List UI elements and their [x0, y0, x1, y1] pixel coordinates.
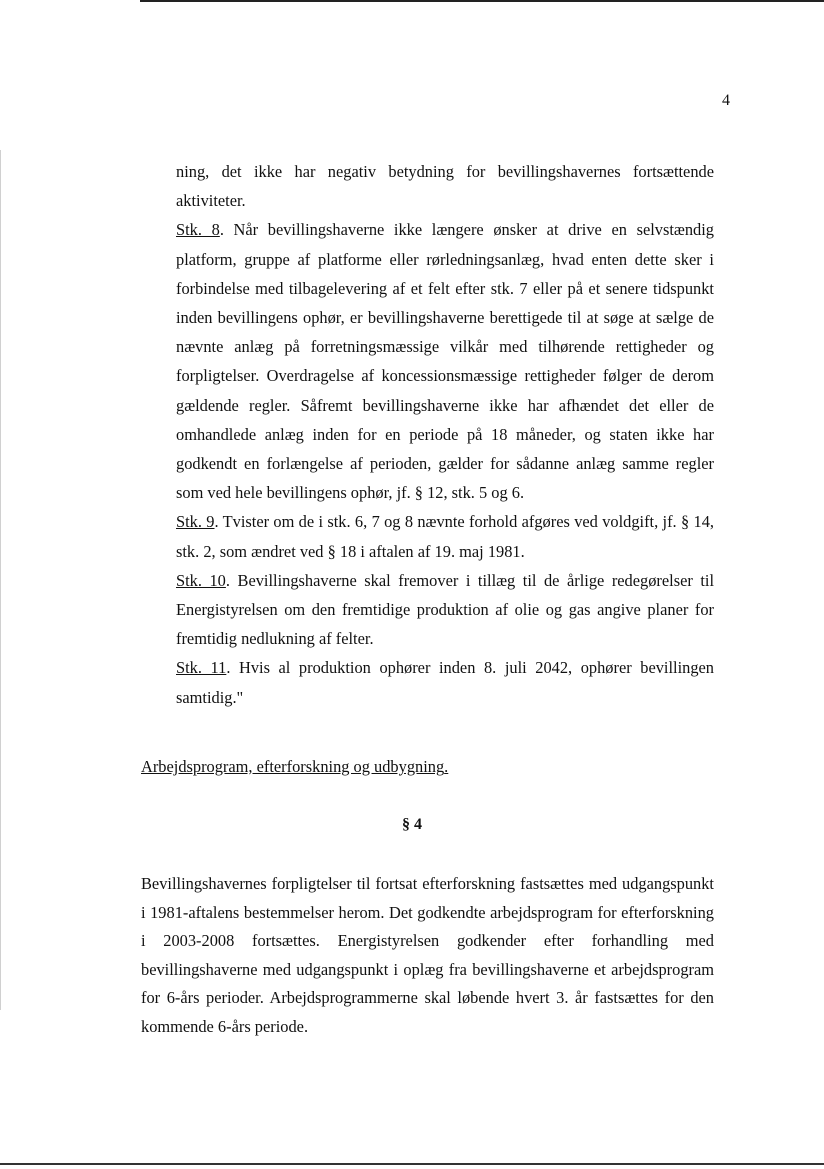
bottom-scan-edge — [0, 1163, 824, 1165]
stk-8-paragraph — [176, 215, 714, 507]
stk-9-label: Stk. 9 — [176, 512, 215, 532]
stk-11-label: Stk. 11 — [176, 658, 227, 678]
stk-10-paragraph — [176, 566, 714, 654]
stk-8-label: Stk. 8 — [176, 220, 220, 240]
stk-11-paragraph — [176, 653, 714, 711]
page-number: 4 — [722, 92, 730, 109]
stk-8-text: . Når bevillingshaverne ikke længere ønsker at drive en selvstændig platform, gruppe af platforme eller rørledningsanlæg, hvad enten dette sker i forbindelse med tilbagelevering af et felt efter stk. 7 eller på et senere tidspunkt inden bevillingens ophør, er bevillingshaverne berettigede til at søge at sælge de nævnte anlæg på forretningsmæssige vilkår med tilhørende rettigheder og forpligtelser. Overdragelse af koncessionsmæssige rettigheder følger de derom gældende regler. Såfremt bevillingshaverne ikke har afhændet det eller de omhandlede anlæg inden for en periode på 18 måneder, og staten ikke har godkendt en forlængelse af perioden, gælder for sådanne anlæg samme regler som ved hele bevillingens ophør, jf. § 12, stk. 5 og 6. — [176, 220, 714, 503]
section-heading-text: Arbejdsprogram, efterforskning og udbygning — [141, 757, 445, 776]
stk-10-text: . Bevillingshaverne skal fremover i tillæg til de årlige redegørelser til Energistyrelsen om den fremtidige produktion af olie og gas angive planer for fremtidig nedlukning af felter. — [176, 570, 715, 649]
continued-paragraph: ning, det ikke har negativ betydning for bevillingshavernes fortsættende aktiviteter. — [176, 162, 714, 211]
stk-9-text: . Tvister om de i stk. 6, 7 og 8 nævnte forhold afgøres ved voldgift, jf. § 14, stk. 2, som ændret ved § 18 i aftalen af 19. maj 1981. — [176, 512, 714, 561]
paragraph-number: § 4 — [402, 816, 422, 833]
stk-10-label: Stk. 10 — [176, 570, 226, 590]
top-scan-edge — [140, 0, 824, 2]
quoted-provisions — [176, 157, 714, 712]
section-heading — [141, 757, 448, 777]
section-heading-period: . — [444, 757, 449, 776]
stk-9-paragraph — [176, 507, 714, 565]
left-scan-edge — [0, 150, 1, 1010]
stk-11-text: . Hvis al produktion ophører inden 8. juli 2042, ophører bevillingen samtidig." — [176, 658, 715, 707]
section-body: Bevillingshavernes forpligtelser til fortsat efterforskning fastsættes med udgangspunkt i 1981-aftalens bestemmelser herom. Det godkendte arbejdsprogram for efterforskning i 2003-2008 fortsættes. Energistyrelsen godkender efter forhandling med bevillingshaverne med udgangspunkt i oplæg fra bevillingshaverne et arbejdsprogram for 6-års perioder. Arbejdsprogrammerne skal løbende hvert 3. år fastsættes for den kommende 6-års periode. — [141, 874, 714, 1036]
